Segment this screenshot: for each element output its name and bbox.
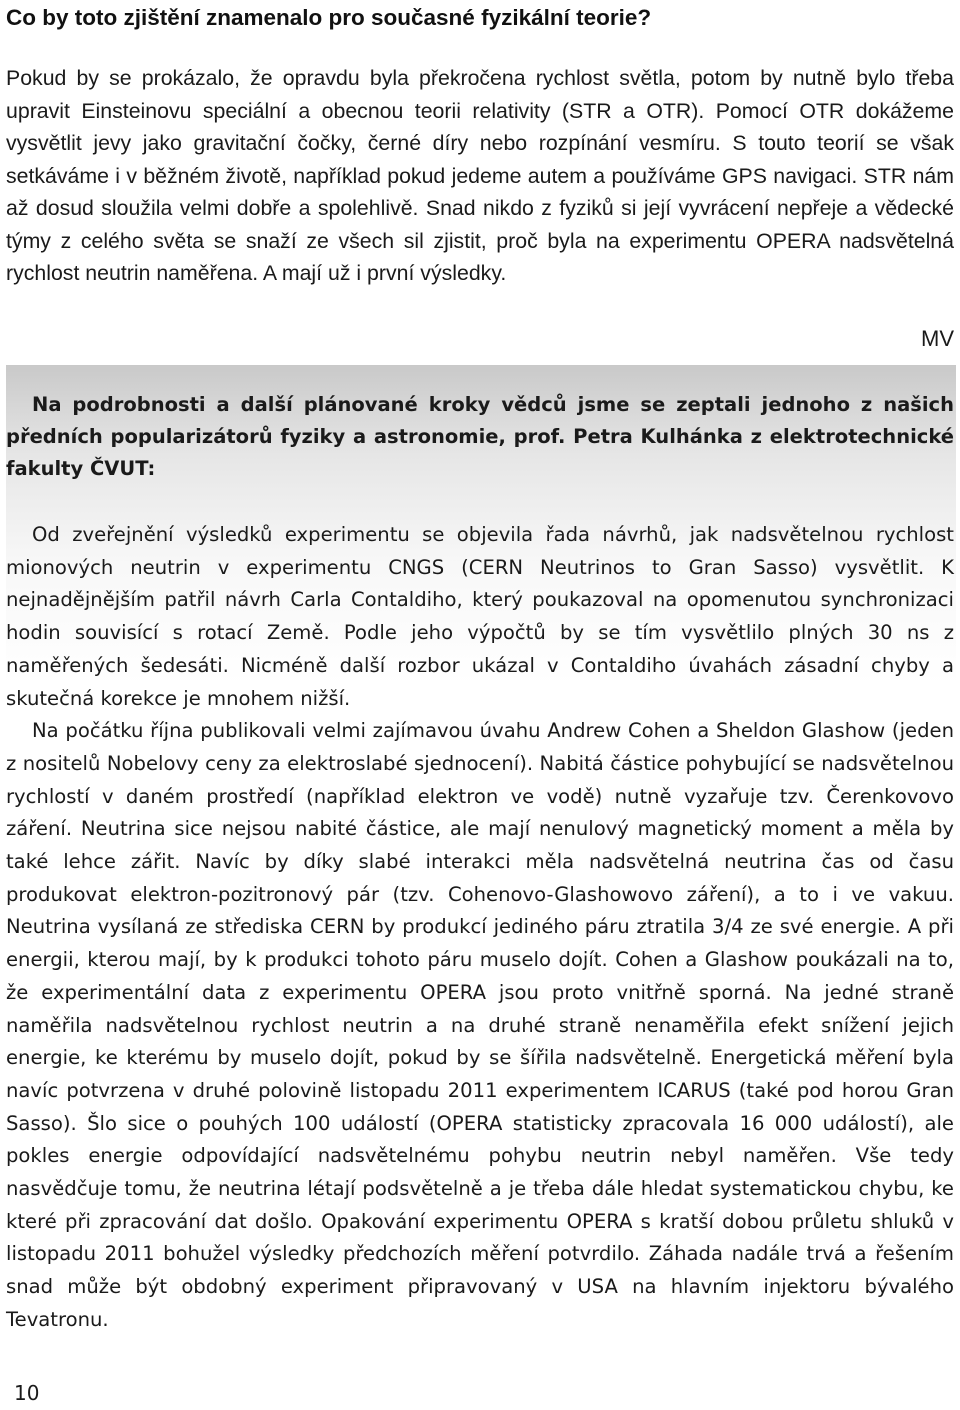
page-number: 10 xyxy=(14,1381,40,1405)
answer-paragraph: Na počátku října publikovali velmi zajímavou úvahu Andrew Cohen a Sheldon Glashow (jeden z nositelů Nobelovy ceny za elektroslabé sjednocení). Nabitá částice pohybující se nadsvětelnou rychlostí v daném prostředí (například elektron ve vodě) nutně vyzařuje tzv. Čerenkovovo záření. Neutrina sice nejsou nabité částice, ale mají nenulový magnetický moment a měla by také lehce zářit. Navíc by díky slabé interakci měla nadsvětelná neutrina čas od času produkovat elektron-pozitronový pár (tzv. Cohenovo-Glashowovo záření), a to i ve vakuu. Neutrina vysílaná ze střediska CERN by produkcí jediného páru ztratila 3/4 ze své energie. A při energii, kterou mají, by k produkci tohoto páru muselo dojít. Cohen a Glashow poukázali na to, že experimentální data z experimentu OPERA jsou proto vnitřně sporná. Na jedné straně naměřila nadsvětelnou rychlost neutrin a na druhé straně nenaměřila efekt snížení jejich energie, ke kterému by muselo dojít, pokud by se šířila nadsvětelně. Energetická měření byla navíc potvrzena v druhé polovině listopadu 2011 experimentem ICARUS (také pod horou Gran Sasso). Šlo sice o pouhých 100 událostí (OPERA statisticky zpracovala 16 000 událostí), ale pokles energie odpovídající nadsvětelnému pohybu neutrin nebyl naměřen. Vše tedy nasvědčuje tomu, že neutrina létají podsvětelně a je třeba dále hledat systematickou chybu, ke které při zpracování dat došlo. Opakování experimentu OPERA s kratší dobou průletu shluků v listopadu 2011 bohužel výsledky předchozích měření potvrdilo. Záhada nadále trvá a řešením snad může být obdobný experiment připravovaný v USA na hlavním injektoru bývalého Tevatronu. xyxy=(6,719,954,1331)
interview-lead: Na podrobnosti a další plánované kroky vědců jsme se zeptali jednoho z našich předních popularizátorů fyziky a astronomie, prof. Petra Kulhánka z elektrotechnické fakulty ČVUT: xyxy=(6,393,954,480)
author-signature: MV xyxy=(921,326,954,351)
section-heading: Co by toto zjištění znamenalo pro současné fyzikální teorie? xyxy=(6,5,652,30)
answer-paragraph: Od zveřejnění výsledků experimentu se objevila řada návrhů, jak nadsvětelnou rychlost mionových neutrin v experimentu CNGS (CERN Neutrinos to Gran Sasso) vysvětlit. K nejnadějnějším patřil návrh Carla Contaldiho, který poukazoval na opomenutou synchronizaci hodin souvisící s rotací Země. Podle jeho výpočtů by se tím vysvětlilo plných 30 ns z naměřených šedesáti. Nicméně další rozbor ukázal v Contaldiho úvahách zásadní chyby a skutečná korekce je mnohem nižší. xyxy=(6,523,954,710)
interview-answer xyxy=(6,519,954,1337)
intro-paragraph: Pokud by se prokázalo, že opravdu byla překročena rychlost světla, potom by nutně bylo třeba upravit Einsteinovu speciální a obecnou teorii relativity (STR a OTR). Pomocí OTR dokážeme vysvětlit jevy jako gravitační čočky, černé díry nebo rozpínání vesmíru. S touto teorií se však setkáváme i v běžném životě, například pokud jedeme autem a používáme GPS navigaci. STR nám až dosud sloužila velmi dobře a spolehlivě. Snad nikdo z fyziků si její vyvrácení nepřeje a vědecké týmy z celého světa se snaží ze všech sil zjistit, proč byla na experimentu OPERA nadsvětelná rychlost neutrin naměřena. A mají už i první výsledky. xyxy=(6,66,954,285)
